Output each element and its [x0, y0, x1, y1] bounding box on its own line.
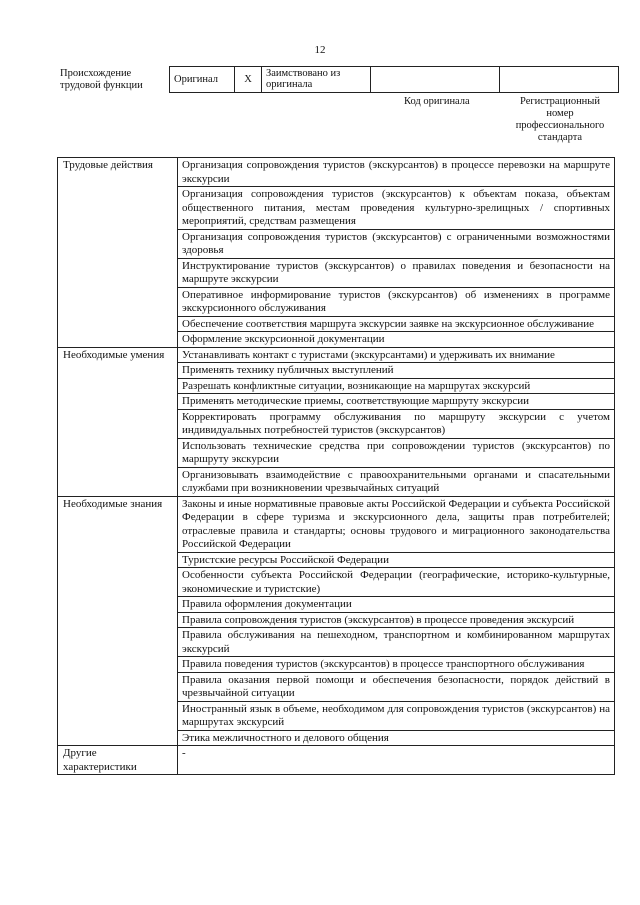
original-cell: Оригинал [170, 67, 235, 93]
table-row [58, 496, 615, 552]
section-item: Иностранный язык в объеме, необходимом для сопровождения туристов (экскурсантов) на маршрутах экскурсий [178, 701, 615, 730]
section-item: Инструктирование туристов (экскурсантов) о правилах поведения и безопасности на маршруте экскурсии [178, 258, 615, 287]
section-item: Правила обслуживания на пешеходном, транспортном и комбинированном маршрутах экскурсий [178, 628, 615, 657]
section-title: Необходимые умения [58, 347, 178, 496]
section-item: Правила оформления документации [178, 597, 615, 613]
table-row [58, 347, 615, 363]
section-item: Организация сопровождения туристов (экскурсантов) к объектам показа, объектам общественного питания, местам проведения культурно-зрелищных / спортивных мероприятий, средствам размещения [178, 187, 615, 230]
section-item: Оформление экскурсионной документации [178, 332, 615, 348]
section-item: Правила поведения туристов (экскурсантов) в процессе транспортного обслуживания [178, 657, 615, 673]
origin-label: Происхождение трудовой функции [60, 68, 143, 91]
section-title: Другие характеристики [58, 746, 178, 775]
section-title: Трудовые действия [58, 158, 178, 348]
section-item: Туристские ресурсы Российской Федерации [178, 552, 615, 568]
function-table [57, 157, 615, 775]
section-title: Необходимые знания [58, 496, 178, 746]
section-item: Правила сопровождения туристов (экскурсантов) в процессе проведения экскурсий [178, 612, 615, 628]
section-item: Устанавливать контакт с туристами (экскурсантами) и удерживать их внимание [178, 347, 615, 363]
origin-table [169, 66, 619, 93]
section-item: Правила оказания первой помощи и обеспечения безопасности, порядок действий в чрезвычайной ситуации [178, 672, 615, 701]
reg-caption: Регистрационный номер профессионального стандарта [515, 96, 605, 143]
section-item: Этика межличностного и делового общения [178, 730, 615, 746]
section-item: Законы и иные нормативные правовые акты Российской Федерации и субъекта Российской Федерации в сфере туризма и экскурсионного дела, защиты прав потребителей; отраслевые правила и стандарты; основы трудового и миграционного законодательства Российской Федерации [178, 496, 615, 552]
section-item: - [178, 746, 615, 775]
page-number: 12 [314, 44, 326, 56]
code-caption: Код оригинала [404, 96, 470, 107]
section-item: Организовывать взаимодействие с правоохранительными органами и спасательными службами при возникновении чрезвычайных ситуаций [178, 467, 615, 496]
section-item: Организация сопровождения туристов (экскурсантов) с ограниченными возможностями здоровья [178, 229, 615, 258]
section-item: Оперативное информирование туристов (экскурсантов) об изменениях в программе экскурсионного обслуживания [178, 287, 615, 316]
section-item: Корректировать программу обслуживания по маршруту экскурсии с учетом индивидуальных потребностей туристов (экскурсантов) [178, 409, 615, 438]
code-cell [371, 67, 500, 93]
reg-number-cell [500, 67, 619, 93]
table-row [58, 158, 615, 187]
section-item: Организация сопровождения туристов (экскурсантов) в процессе перевозки на маршруте экскурсии [178, 158, 615, 187]
section-item: Разрешать конфликтные ситуации, возникающие на маршрутах экскурсий [178, 378, 615, 394]
section-item: Использовать технические средства при сопровождении туристов (экскурсантов) по маршруту экскурсии [178, 438, 615, 467]
section-item: Применять методические приемы, соответствующие маршруту экскурсии [178, 394, 615, 410]
section-item: Применять технику публичных выступлений [178, 363, 615, 379]
section-item: Особенности субъекта Российской Федерации (географические, историко-культурные, экономические и туристские) [178, 568, 615, 597]
original-mark: X [235, 67, 262, 93]
borrowed-cell: Заимствовано из оригинала [262, 67, 371, 93]
section-item: Обеспечение соответствия маршрута экскурсии заявке на экскурсионное обслуживание [178, 316, 615, 332]
table-row [58, 746, 615, 775]
